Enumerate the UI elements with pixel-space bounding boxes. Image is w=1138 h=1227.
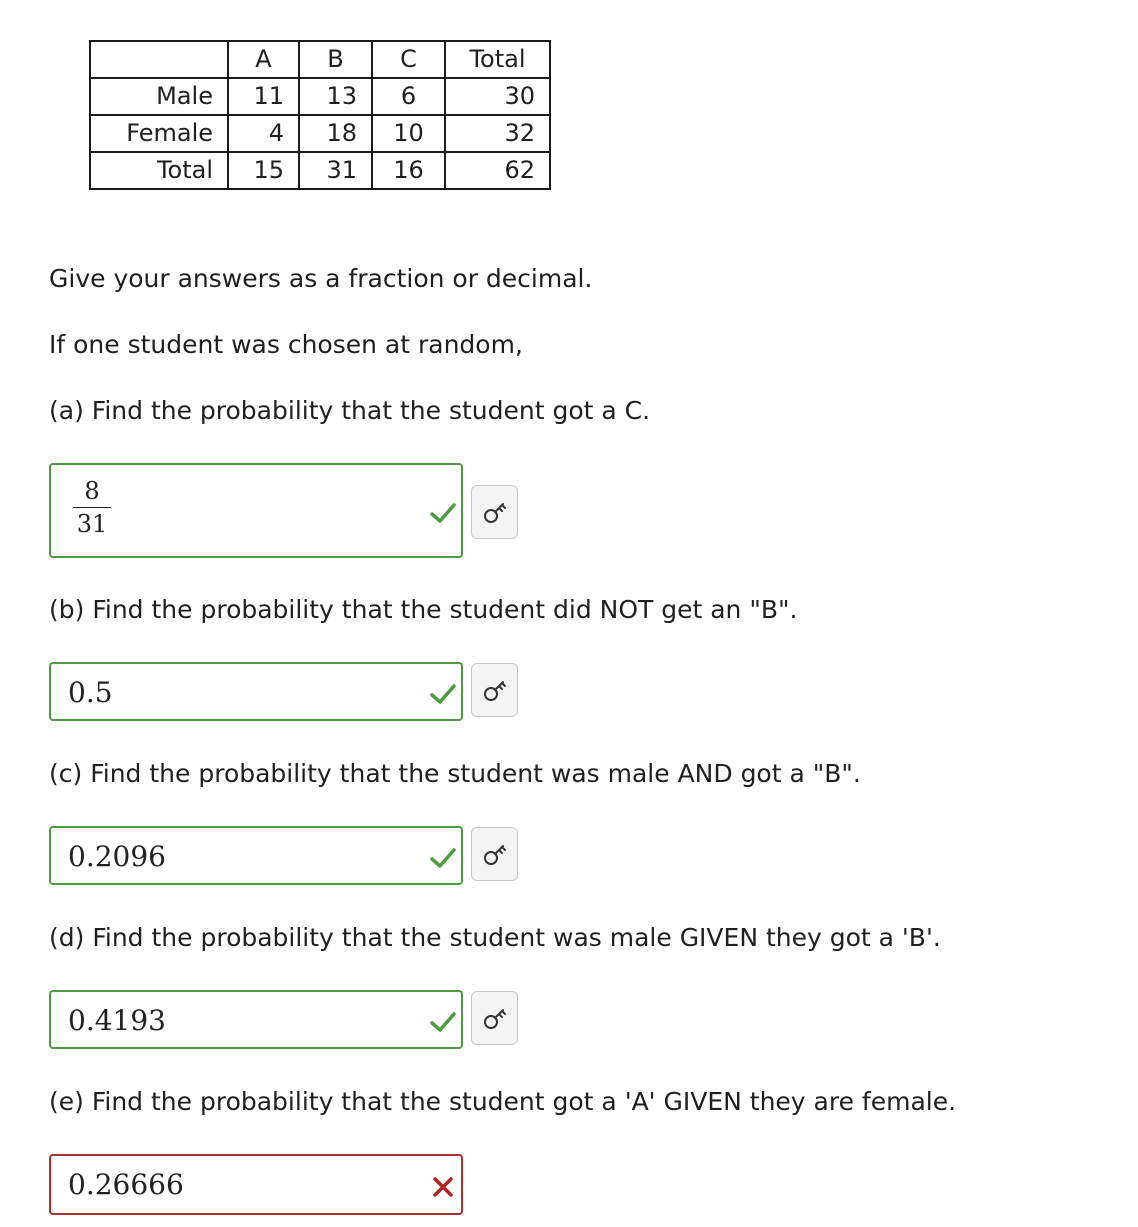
table-cell: 32 [445, 115, 550, 152]
table-row [90, 78, 550, 115]
question-a-prompt: (a) Find the probability that the student got a C. [49, 396, 651, 425]
key-icon [481, 1005, 509, 1033]
intro-text: If one student was chosen at random, [49, 330, 523, 359]
table-cell: 6 [372, 78, 445, 115]
answer-d-value: 0.4193 [68, 1004, 166, 1037]
table-cell: 62 [445, 152, 550, 189]
answer-b-field[interactable] [49, 662, 463, 721]
row-label: Male [90, 78, 228, 115]
table-cell: 18 [299, 115, 372, 152]
answer-a-numerator: 8 [73, 475, 111, 508]
table-header-cell: A [228, 41, 299, 78]
question-b-prompt: (b) Find the probability that the student did NOT get an "B". [49, 595, 798, 624]
answer-c-field[interactable] [49, 826, 463, 885]
table-row [90, 152, 550, 189]
table-header-cell [90, 41, 228, 78]
check-icon [429, 1008, 457, 1036]
x-icon [429, 1173, 457, 1201]
key-button-b[interactable] [471, 663, 518, 717]
key-icon [481, 677, 509, 705]
row-label: Total [90, 152, 228, 189]
answer-a-fraction [73, 475, 111, 540]
table-header-cell: Total [445, 41, 550, 78]
check-icon [429, 680, 457, 708]
table-cell: 31 [299, 152, 372, 189]
question-d-prompt: (d) Find the probability that the student was male GIVEN they got a 'B'. [49, 923, 941, 952]
table-row [90, 115, 550, 152]
answer-e-value: 0.26666 [68, 1168, 184, 1201]
table-cell: 4 [228, 115, 299, 152]
answer-e-field[interactable] [49, 1154, 463, 1215]
key-button-a[interactable] [471, 485, 518, 539]
check-icon [429, 499, 457, 527]
table-header-cell: B [299, 41, 372, 78]
key-button-d[interactable] [471, 991, 518, 1045]
key-icon [481, 841, 509, 869]
table-cell: 15 [228, 152, 299, 189]
question-c-prompt: (c) Find the probability that the student was male AND got a "B". [49, 759, 861, 788]
check-icon [429, 844, 457, 872]
answer-c-value: 0.2096 [68, 840, 166, 873]
answer-d-field[interactable] [49, 990, 463, 1049]
table-header-row [90, 41, 550, 78]
key-icon [481, 499, 509, 527]
row-label: Female [90, 115, 228, 152]
table-cell: 13 [299, 78, 372, 115]
grade-table [89, 40, 551, 190]
question-e-prompt: (e) Find the probability that the student got a 'A' GIVEN they are female. [49, 1087, 957, 1116]
table-header-cell: C [372, 41, 445, 78]
answer-a-field[interactable] [49, 463, 463, 558]
answer-b-value: 0.5 [68, 676, 113, 709]
table-cell: 16 [372, 152, 445, 189]
table-cell: 10 [372, 115, 445, 152]
table-cell: 11 [228, 78, 299, 115]
answer-a-denominator: 31 [76, 510, 108, 538]
instructions-text: Give your answers as a fraction or decimal. [49, 264, 593, 293]
key-button-c[interactable] [471, 827, 518, 881]
table-cell: 30 [445, 78, 550, 115]
